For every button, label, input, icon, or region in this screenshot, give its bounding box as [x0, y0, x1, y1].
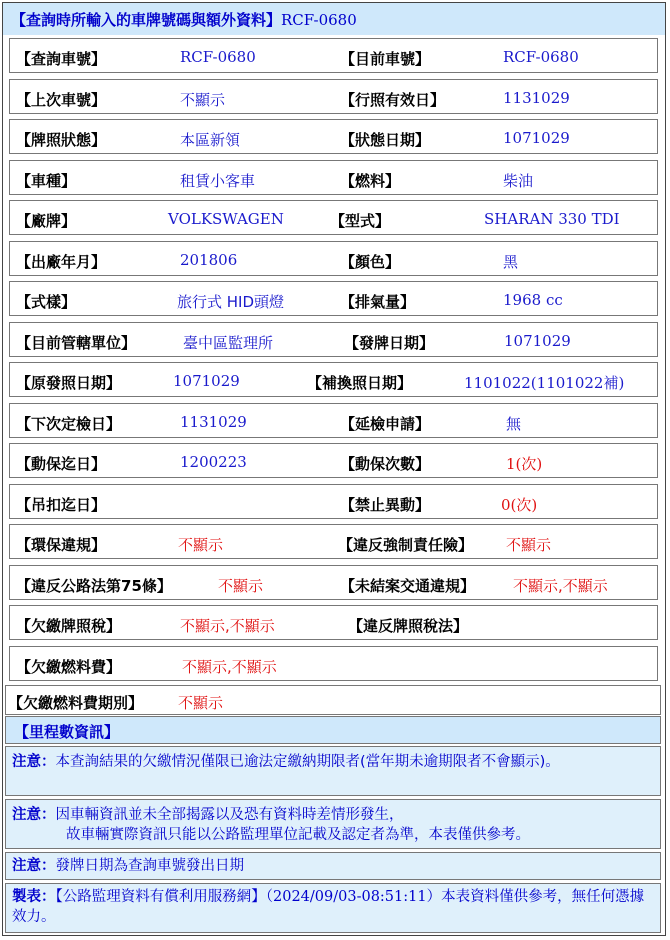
value-next-inspection: 1131029: [180, 413, 247, 431]
record-row-suspension-end: [9, 484, 658, 519]
value-env-violation: 不顯示: [178, 536, 224, 554]
note-disclosure-line1: 因車輛資訊並未全部揭露以及恐有資料時差情形發生，: [55, 807, 404, 823]
value-brand: VOLKSWAGEN: [168, 210, 284, 228]
label-issue-date: 【發牌日期】: [344, 334, 435, 352]
value-vehicle-type: 租賃小客車: [180, 172, 256, 190]
record-row-highway-violation: [9, 565, 658, 600]
value-lien-end: 1200223: [180, 453, 247, 471]
value-transfer-ban: 0(次): [501, 496, 538, 514]
record-row-plate-status: [9, 119, 658, 154]
record-row-vehicle-type: [9, 160, 658, 195]
section-mileage: 【里程數資訊】: [5, 716, 661, 744]
label-unpaid-fuel-period: 【欠繳燃料費期別】: [8, 694, 144, 712]
record-row-query-plate: [9, 38, 658, 73]
value-query-plate: RCF-0680: [180, 48, 256, 66]
label-displacement: 【排氣量】: [340, 293, 416, 311]
title-plate: RCF-0680: [281, 11, 357, 29]
label-original-issue: 【原發照日期】: [16, 374, 122, 392]
footer-label: 製表：: [12, 889, 56, 905]
label-status-date: 【狀態日期】: [340, 131, 431, 149]
label-license-tax-violation: 【違反牌照稅法】: [348, 617, 469, 635]
label-transfer-ban: 【禁止異動】: [340, 496, 431, 514]
label-unpaid-fuel-fee: 【欠繳燃料費】: [16, 658, 122, 676]
note-disclosure-line2: 故車輛實際資訊只能以公路監理單位記載及認定者為準，本表僅供參考。: [66, 827, 530, 843]
note-issue-date-label: 注意：: [12, 858, 56, 874]
value-highway-violation: 不顯示: [218, 577, 264, 595]
label-license-valid: 【行照有效日】: [340, 91, 446, 109]
record-row-body-style: [9, 281, 658, 316]
footer-timestamp: （2024/09/03-08:51:11）: [265, 889, 442, 905]
label-manufacture-date: 【出廠年月】: [16, 253, 107, 271]
label-insurance-violation: 【違反強制責任險】: [338, 536, 474, 554]
label-env-violation: 【環保違規】: [16, 536, 107, 554]
label-unpaid-license-tax: 【欠繳牌照稅】: [16, 617, 122, 635]
value-unpaid-license-tax: 不顯示,不顯示: [180, 617, 275, 635]
value-displacement: 1968 cc: [503, 291, 563, 309]
value-inspection-extension: 無: [506, 415, 522, 433]
value-lien-count: 1(次): [506, 455, 543, 473]
note-arrears-text: 本查詢結果的欠繳情況僅限已逾法定繳納期限者(當年期未逾期限者不會顯示)。: [55, 754, 560, 770]
record-row-unpaid-license-tax: [9, 605, 658, 640]
record-row-unpaid-fuel-period: [5, 685, 661, 715]
label-brand: 【廠牌】: [16, 212, 77, 230]
value-manufacture-date: 201806: [180, 251, 238, 269]
label-plate-status: 【牌照狀態】: [16, 131, 107, 149]
label-body-style: 【式樣】: [16, 293, 77, 311]
value-body-style: 旅行式 HID頭燈: [177, 293, 285, 311]
value-status-date: 1071029: [503, 129, 570, 147]
record-row-previous-plate: [9, 79, 658, 114]
label-fuel: 【燃料】: [340, 172, 401, 190]
record-row-next-inspection: [9, 403, 658, 438]
report-footer: [5, 883, 661, 933]
record-row-jurisdiction: [9, 322, 658, 357]
value-insurance-violation: 不顯示: [506, 536, 552, 554]
footer-source: 【公路監理資料有償利用服務網】: [55, 889, 266, 905]
title-prefix: 【查詢時所輸入的車牌號碼與額外資料】: [11, 11, 282, 29]
label-lien-end: 【動保迄日】: [16, 455, 107, 473]
label-query-plate: 【查詢車號】: [16, 50, 107, 68]
label-vehicle-type: 【車種】: [16, 172, 77, 190]
note-arrears-label: 注意：: [12, 754, 56, 770]
note-disclosure: [5, 799, 661, 849]
value-unpaid-fuel-period: 不顯示: [178, 694, 224, 712]
label-color: 【顏色】: [340, 253, 401, 271]
value-jurisdiction: 臺中區監理所: [183, 334, 274, 352]
value-current-plate: RCF-0680: [503, 48, 579, 66]
record-row-manufacture-date: [9, 241, 658, 276]
note-arrears: [5, 746, 661, 796]
note-issue-date-text: 發牌日期為查詢車號發出日期: [55, 858, 244, 874]
record-row-original-issue: [9, 362, 658, 397]
record-row-env-violation: [9, 524, 658, 559]
record-row-lien-end: [9, 443, 658, 478]
label-next-inspection: 【下次定檢日】: [16, 415, 122, 433]
value-issue-date: 1071029: [504, 332, 571, 350]
label-jurisdiction: 【目前管轄單位】: [16, 334, 137, 352]
value-reissue-date: 1101022(1101022補): [464, 374, 625, 392]
value-original-issue: 1071029: [173, 372, 240, 390]
label-inspection-extension: 【延檢申請】: [340, 415, 431, 433]
note-disclosure-label: 注意：: [12, 807, 56, 823]
footer-disclaimer: 本表資料僅供參考，無任何憑據效力。: [12, 889, 645, 925]
record-row-unpaid-fuel-fee: [9, 646, 658, 681]
label-suspension-end: 【吊扣迄日】: [16, 496, 107, 514]
label-model: 【型式】: [330, 212, 391, 230]
label-highway-violation: 【違反公路法第75條】: [16, 577, 172, 595]
value-plate-status: 本區新領: [180, 131, 241, 149]
label-current-plate: 【目前車號】: [340, 50, 431, 68]
label-lien-count: 【動保次數】: [340, 455, 431, 473]
value-model: SHARAN 330 TDI: [484, 210, 620, 228]
value-previous-plate: 不顯示: [180, 91, 226, 109]
value-open-traffic-violation: 不顯示,不顯示: [513, 577, 608, 595]
value-unpaid-fuel-fee: 不顯示,不顯示: [182, 658, 277, 676]
value-fuel: 柴油: [503, 172, 534, 190]
value-color: 黑: [503, 253, 519, 271]
label-previous-plate: 【上次車號】: [16, 91, 107, 109]
value-license-valid: 1131029: [503, 89, 570, 107]
note-issue-date: [5, 852, 661, 880]
record-row-brand: [9, 200, 658, 235]
report-title: [3, 3, 665, 35]
label-reissue-date: 【補換照日期】: [307, 374, 413, 392]
label-open-traffic-violation: 【未結案交通違規】: [340, 577, 476, 595]
